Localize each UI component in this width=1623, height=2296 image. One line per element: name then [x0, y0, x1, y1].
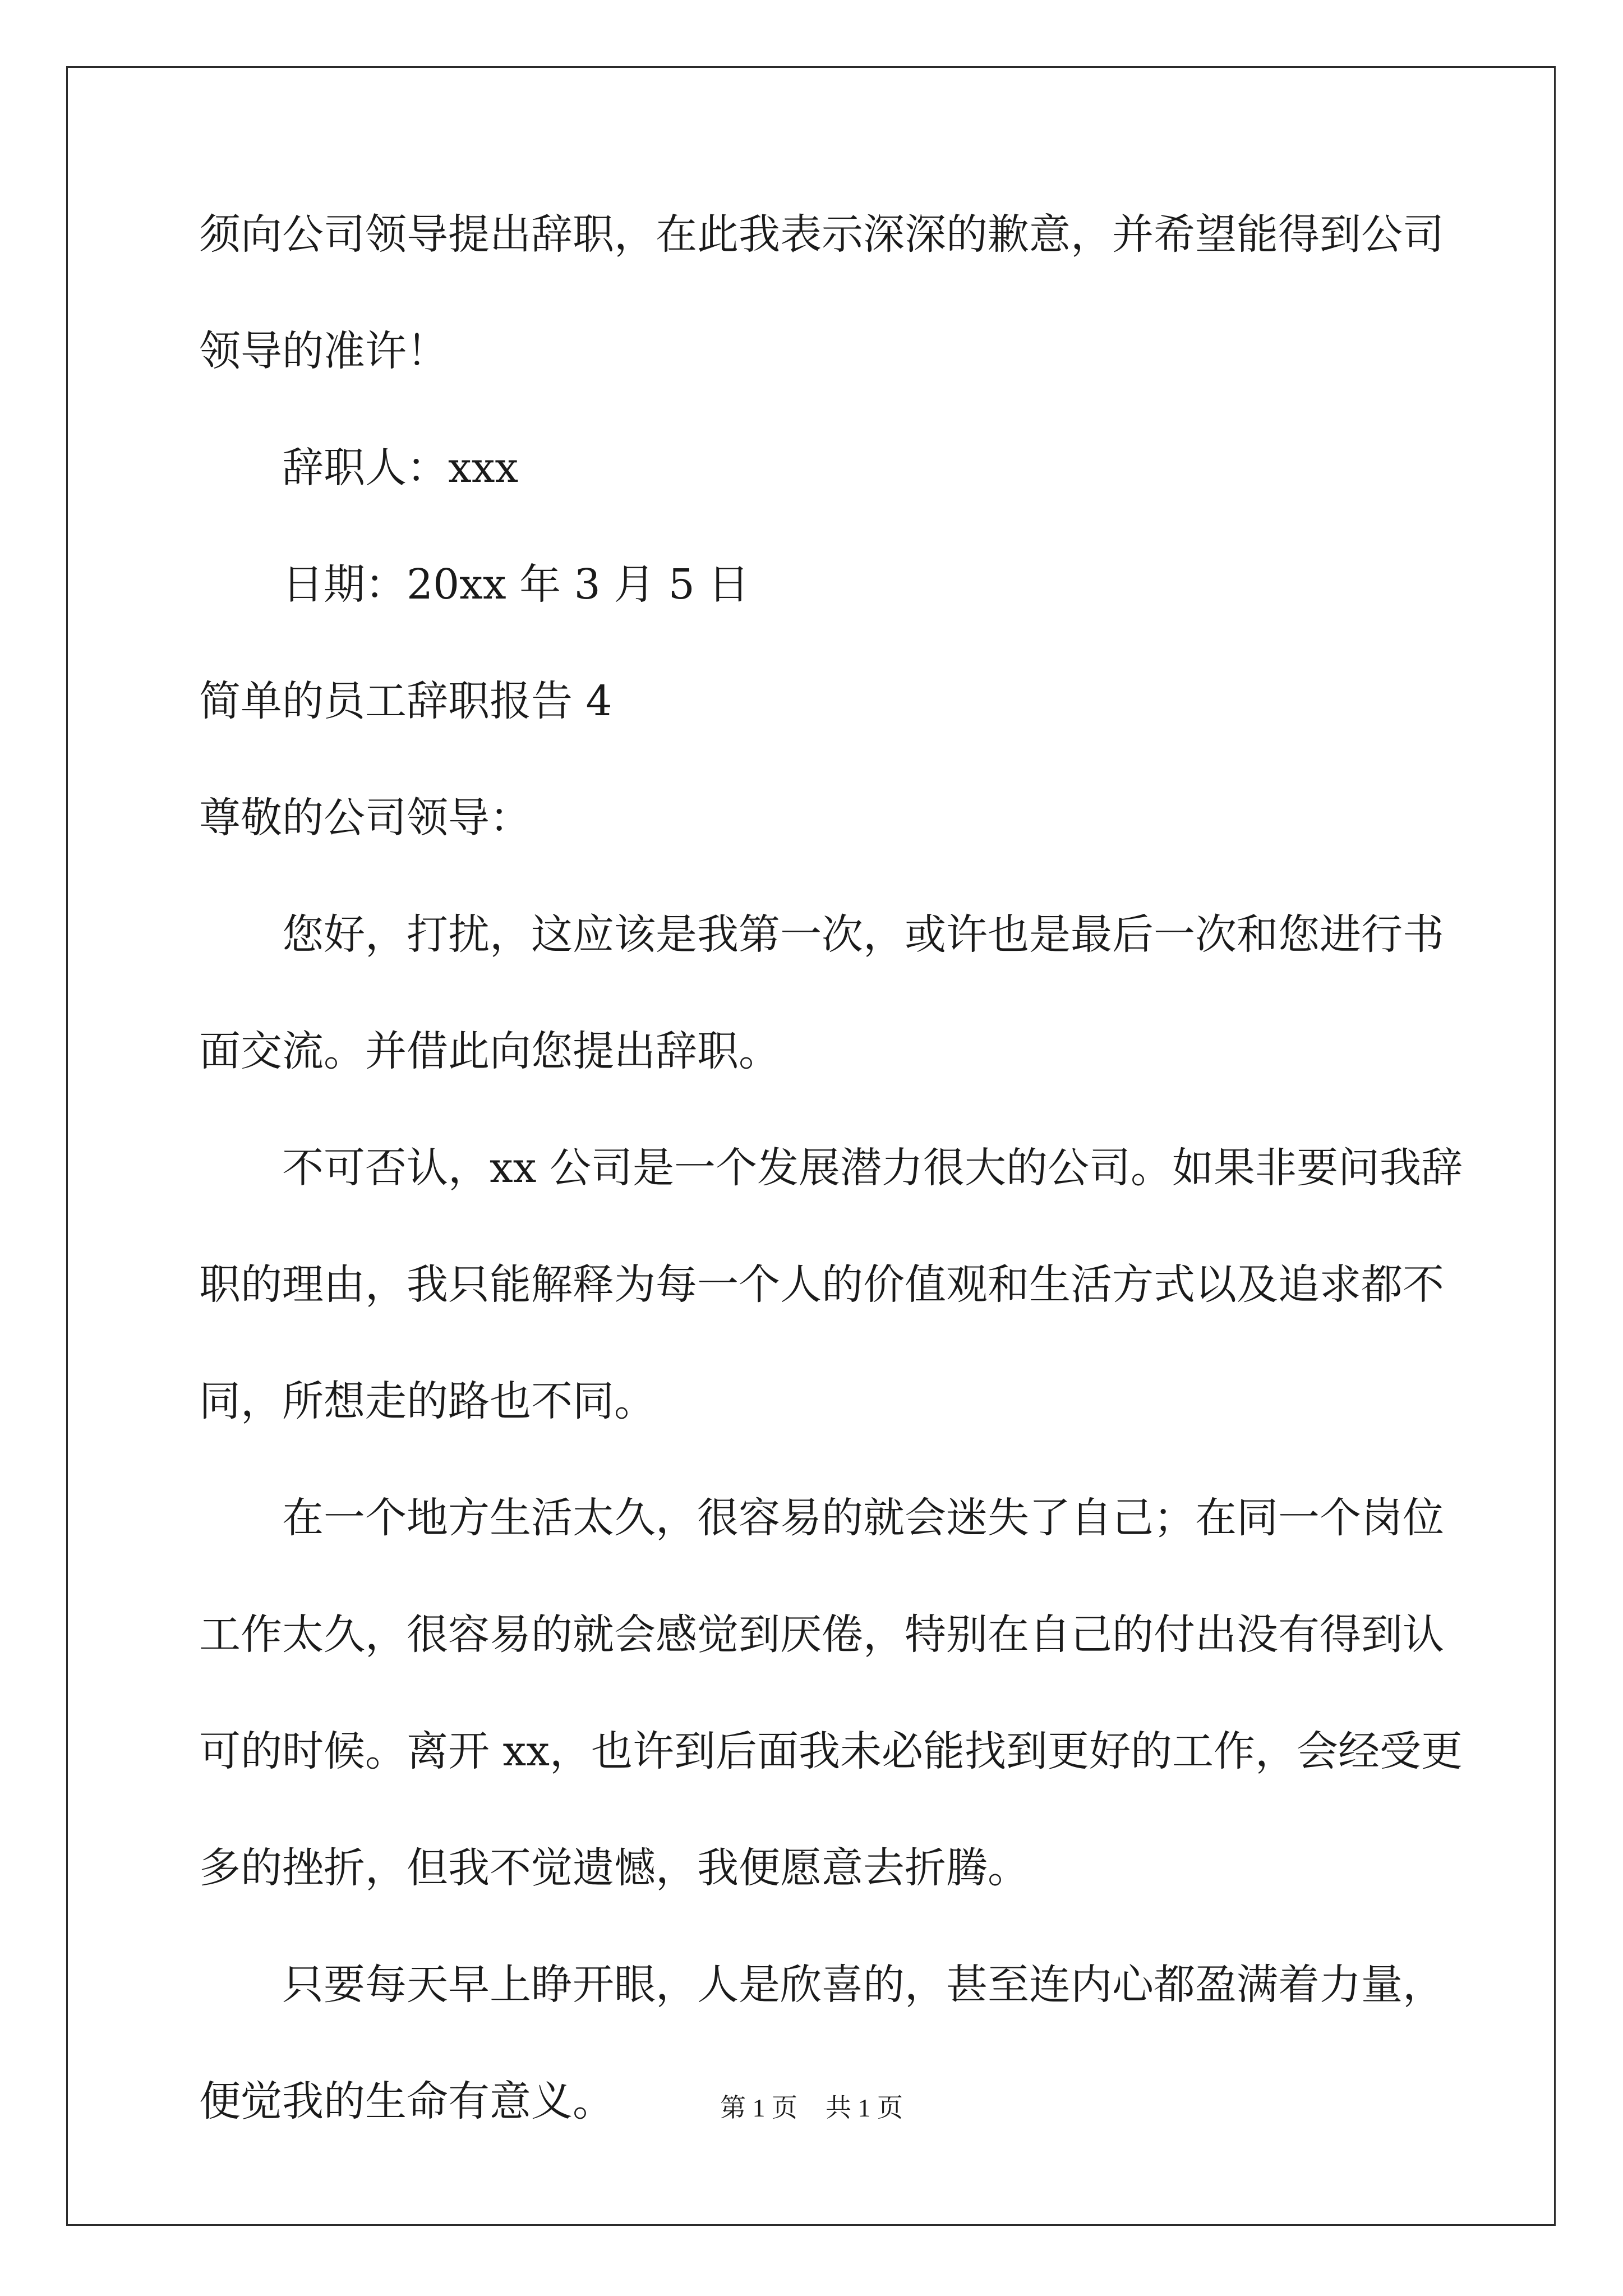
- paragraph-line: 可的时候。离开 xx，也许到后面我未必能找到更好的工作，会经受更: [199, 1727, 1463, 1775]
- paragraph-line: 便觉我的生命有意义。: [199, 2077, 614, 2125]
- paragraph-line: 须向公司领导提出辞职，在此我表示深深的歉意，并希望能得到公司: [199, 210, 1444, 259]
- page-footer: [0, 2091, 1623, 2125]
- paragraph-line: 同，所想走的路也不同。: [199, 1377, 656, 1425]
- paragraph-line: 在一个地方生活太久，很容易的就会迷失了自己；在同一个岗位: [282, 1494, 1444, 1542]
- paragraph-line: 只要每天早上睁开眼，人是欣喜的，甚至连内心都盈满着力量，: [282, 1961, 1444, 2009]
- section-title: 简单的员工辞职报告 4: [199, 677, 612, 725]
- paragraph-line: 职的理由，我只能解释为每一个人的价值观和生活方式以及追求都不: [199, 1260, 1444, 1309]
- page-total: 共 1 页: [826, 2093, 903, 2122]
- date-line: 日期：20xx 年 3 月 5 日: [282, 560, 750, 609]
- page-number: 第 1 页: [720, 2093, 797, 2122]
- paragraph-line: 领导的准许！: [199, 327, 448, 375]
- salutation: 尊敬的公司领导：: [199, 794, 531, 842]
- paragraph-line: 多的挫折，但我不觉遗憾，我便愿意去折腾。: [199, 1844, 1029, 1892]
- signer-line: 辞职人：xxx: [282, 444, 519, 492]
- paragraph-line: 工作太久，很容易的就会感觉到厌倦，特别在自己的付出没有得到认: [199, 1611, 1444, 1659]
- paragraph-line: 面交流。并借此向您提出辞职。: [199, 1027, 780, 1075]
- paragraph-line: 不可否认，xx 公司是一个发展潜力很大的公司。如果非要问我辞: [282, 1144, 1463, 1192]
- paragraph-line: 您好，打扰，这应该是我第一次，或许也是最后一次和您进行书: [282, 910, 1444, 959]
